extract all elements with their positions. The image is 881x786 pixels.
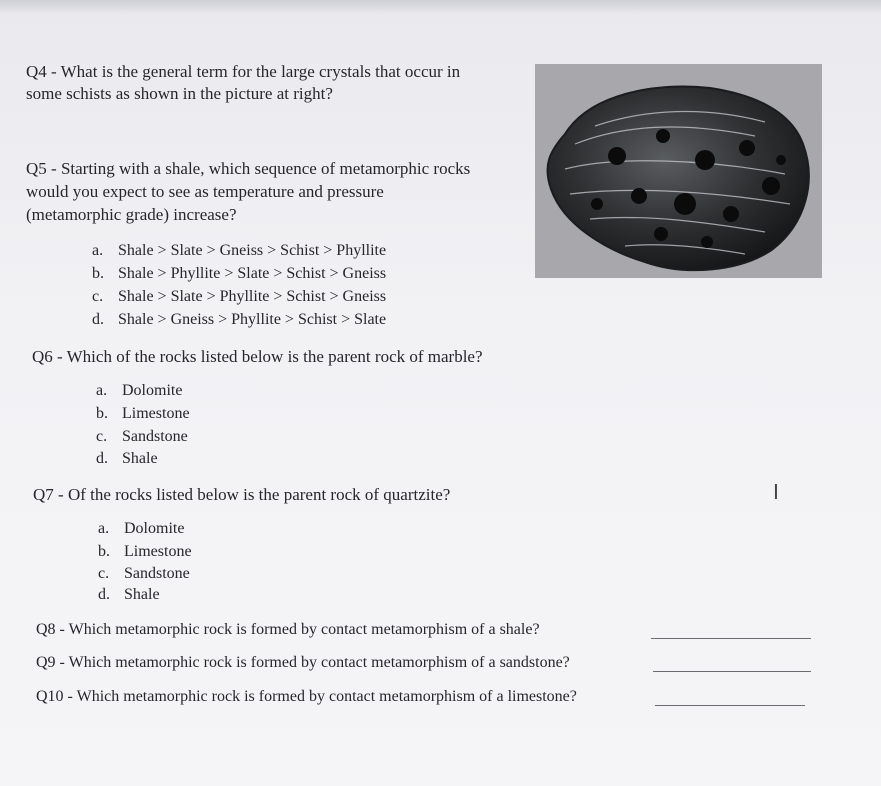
- q5-option-b: [92, 263, 386, 285]
- option-text: Limestone: [124, 543, 192, 560]
- q4-line1: Q4 - What is the general term for the large crystals that occur in: [26, 62, 461, 81]
- option-text: Limestone: [122, 405, 190, 422]
- option-letter: b.: [98, 543, 110, 560]
- rock-photo: [535, 64, 822, 278]
- q6-option-a: [96, 380, 182, 402]
- q7-option-b: [98, 541, 192, 563]
- q9-text: Q9 - Which metamorphic rock is formed by contact metamorphism of a sandstone?: [36, 654, 570, 671]
- garnet-schist-rock-icon: [535, 64, 822, 278]
- q6-option-c: [96, 426, 188, 448]
- option-letter: d.: [96, 450, 108, 467]
- q6-option-d: [96, 448, 158, 470]
- q7-text: Q7 - Of the rocks listed below is the parent rock of quartzite?: [33, 485, 451, 504]
- option-text: Sandstone: [124, 565, 190, 582]
- text-cursor-icon: I: [773, 480, 779, 504]
- q6-text: Q6 - Which of the rocks listed below is the parent rock of marble?: [32, 347, 483, 366]
- option-text: Dolomite: [122, 382, 183, 399]
- q4-line2: some schists as shown in the picture at right?: [26, 84, 333, 103]
- q5-option-c: [92, 286, 386, 308]
- q5-option-a: [92, 240, 386, 262]
- option-text: Shale: [122, 450, 158, 467]
- q8-text: Q8 - Which metamorphic rock is formed by contact metamorphism of a shale?: [36, 621, 540, 638]
- option-text: Shale > Slate > Gneiss > Schist > Phyllite: [118, 242, 387, 259]
- option-letter: a.: [98, 520, 110, 537]
- option-text: Shale > Gneiss > Phyllite > Schist > Slate: [118, 311, 387, 328]
- option-letter: a.: [96, 382, 108, 399]
- option-text: Shale: [124, 586, 160, 603]
- q5-line3: (metamorphic grade) increase?: [26, 205, 237, 224]
- q8-answer-blank[interactable]: [651, 638, 811, 639]
- option-letter: d.: [92, 311, 104, 328]
- q9-answer-blank[interactable]: [653, 671, 811, 672]
- q10-text: Q10 - Which metamorphic rock is formed by contact metamorphism of a limestone?: [36, 688, 577, 705]
- q7-option-c: [98, 563, 190, 585]
- option-text: Shale > Phyllite > Slate > Schist > Gneiss: [118, 265, 387, 282]
- screen-top-edge: [0, 0, 881, 14]
- option-letter: d.: [98, 586, 110, 603]
- option-letter: c.: [98, 565, 110, 582]
- option-letter: c.: [96, 428, 108, 445]
- option-letter: c.: [92, 288, 104, 305]
- option-letter: b.: [92, 265, 104, 282]
- option-letter: a.: [92, 242, 104, 259]
- q10-answer-blank[interactable]: [655, 705, 805, 706]
- q7-option-d: [98, 584, 160, 606]
- q5-line1: Q5 - Starting with a shale, which sequence of metamorphic rocks: [26, 159, 471, 178]
- q5-option-d: [92, 309, 386, 331]
- option-letter: b.: [96, 405, 108, 422]
- option-text: Shale > Slate > Phyllite > Schist > Gneiss: [118, 288, 387, 305]
- option-text: Dolomite: [124, 520, 185, 537]
- q6-option-b: [96, 403, 190, 425]
- option-text: Sandstone: [122, 428, 188, 445]
- q5-line2: would you expect to see as temperature and pressure: [26, 182, 384, 201]
- q7-option-a: [98, 518, 184, 540]
